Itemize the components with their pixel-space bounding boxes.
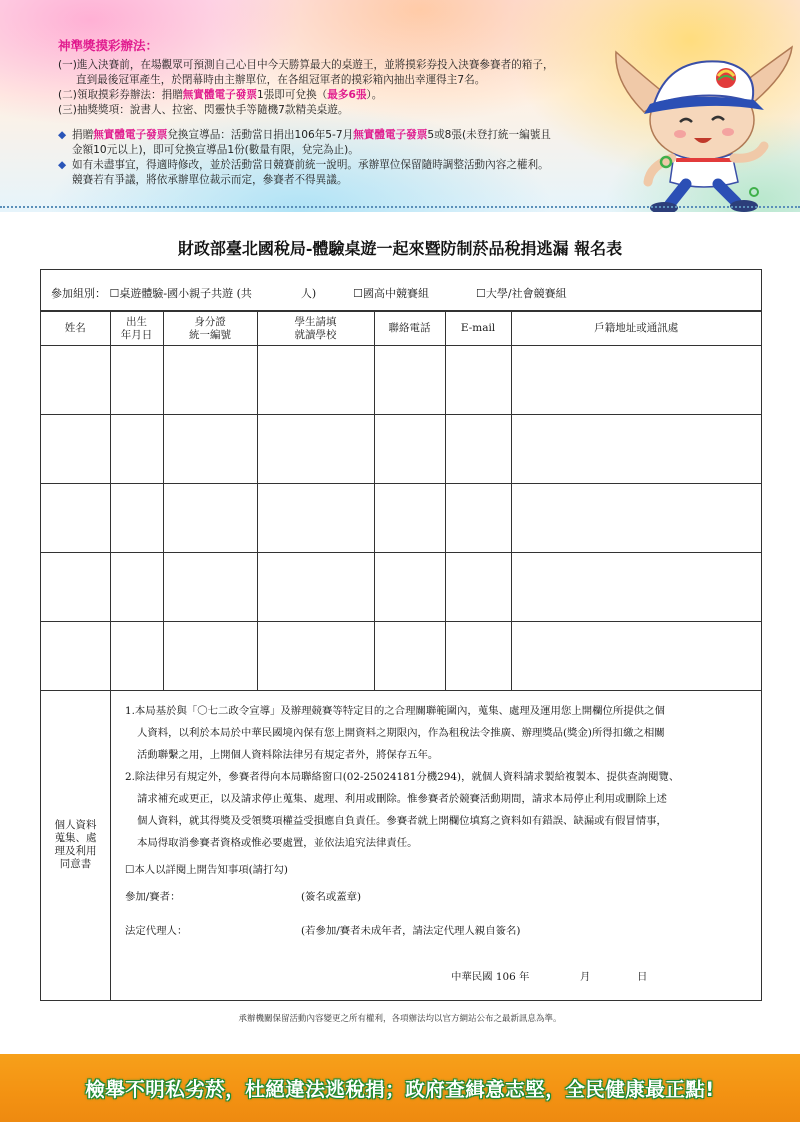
- table-row: [41, 415, 761, 484]
- phone-cell[interactable]: [374, 622, 445, 691]
- table-row: [41, 622, 761, 691]
- form-title: 財政部臺北國稅局-體驗桌遊一起來暨防制菸品稅捐逃漏 報名表: [177, 239, 623, 258]
- participant-signature-row: [125, 880, 753, 914]
- email-cell[interactable]: [445, 415, 511, 484]
- birthdate-cell[interactable]: [110, 484, 163, 553]
- school-cell[interactable]: [257, 553, 374, 622]
- slogan-banner: [0, 1054, 800, 1122]
- name-cell[interactable]: [41, 415, 110, 484]
- name-cell[interactable]: [41, 484, 110, 553]
- lottery-rules: [58, 36, 648, 188]
- phone-cell[interactable]: [374, 553, 445, 622]
- column-header-birthdate: 出生 年月日: [110, 312, 163, 346]
- dotted-divider: [0, 206, 800, 208]
- note-2: ◆ 如有未盡事宜，得適時修改，並於活動當日競賽前統一說明。承辦單位保留隨時調整活動內容之權利。: [58, 159, 549, 171]
- consent-line: 請求補充或更正，以及請求停止蒐集、處理、利用或刪除。惟參賽者於競賽活動期間，請求本局停止利用或刪除上述: [137, 793, 667, 805]
- email-cell[interactable]: [445, 346, 511, 415]
- guardian-label: 法定代理人：: [125, 925, 188, 937]
- id-cell[interactable]: [163, 622, 257, 691]
- consent-line: 活動聯繫之用，上開個人資料除法律另有規定者外，將保存五年。: [137, 749, 439, 761]
- address-cell[interactable]: [511, 553, 761, 622]
- birthdate-cell[interactable]: [110, 415, 163, 484]
- group-option-family-unit: 人): [300, 287, 317, 300]
- rule-line-3: (三)抽獎獎項：說書人、拉密、閃靈快手等隨機7款精美桌遊。: [58, 104, 349, 116]
- date-month: 月: [580, 971, 591, 983]
- name-cell[interactable]: [41, 553, 110, 622]
- participant-label: 參加/賽者：: [125, 891, 181, 903]
- id-cell[interactable]: [163, 484, 257, 553]
- note-2-cont: 競賽若有爭議，將依承辦單位裁示而定，參賽者不得異議。: [72, 174, 348, 186]
- id-cell[interactable]: [163, 553, 257, 622]
- note-1-cont: 金額10元以上)，即可兌換宣導品1份(數量有限，兌完為止)。: [72, 144, 359, 156]
- registration-table: [41, 311, 761, 691]
- table-row: [41, 484, 761, 553]
- column-header-email: E-mail: [445, 312, 511, 346]
- address-cell[interactable]: [511, 622, 761, 691]
- birthdate-cell[interactable]: [110, 346, 163, 415]
- rule-line-1: (一)進入決賽前，在場觀眾可預測自己心目中今天勝算最大的桌遊王，並將摸彩券投入決賽參賽者的箱子，: [58, 59, 554, 71]
- rules-title: 神準獎摸彩辦法：: [58, 38, 159, 53]
- group-label: 參加組別：: [51, 287, 106, 300]
- diamond-bullet-icon: ◆: [58, 159, 67, 171]
- group-option-family[interactable]: ☐桌遊體驗-國小親子共遊 (共: [109, 287, 252, 300]
- note-1: ◆ 捐贈無實體電子發票兌換宣導品：活動當日捐出106年5-7月無實體電子發票5或8張(未登打統一編號且: [58, 129, 551, 141]
- consent-line: 個人資料，就其得獎及受領獎項權益受損應自負責任。參賽者就上開欄位填寫之資料如有錯誤、缺漏或有假冒情事，: [137, 815, 667, 827]
- email-cell[interactable]: [445, 484, 511, 553]
- birthdate-cell[interactable]: [110, 553, 163, 622]
- rule-line-1-cont: 直到最後冠軍產生，於閉幕時由主辦單位，在各組冠軍者的摸彩箱內抽出幸運得主7名。: [76, 74, 486, 86]
- phone-cell[interactable]: [374, 346, 445, 415]
- slogan-text: 檢舉不明私劣菸，杜絕違法逃稅捐；政府查緝意志堅，全民健康最正點!: [85, 1078, 715, 1101]
- school-cell[interactable]: [257, 484, 374, 553]
- consent-line: 本局得取消參賽者資格或惟必要處置，並依法追究法律責任。: [137, 837, 418, 849]
- name-cell[interactable]: [41, 346, 110, 415]
- id-cell[interactable]: [163, 346, 257, 415]
- consent-text: [125, 700, 753, 948]
- school-cell[interactable]: [257, 346, 374, 415]
- consent-checkbox[interactable]: ☐本人以詳閱上開告知事項(請打勾): [125, 864, 288, 876]
- date-year: 中華民國 106 年: [451, 971, 530, 983]
- guardian-signature[interactable]: (若參加/賽者未成年者，請法定代理人親自簽名): [301, 925, 521, 937]
- address-cell[interactable]: [511, 346, 761, 415]
- column-header-id-number: 身分證 統一編號: [163, 312, 257, 346]
- rule-line-2: (二)領取摸彩券辦法：捐贈無實體電子發票1張即可兌換（最多6張）。: [58, 89, 383, 101]
- consent-label: 個人資料 蒐集、處 理及利用 同意書: [41, 690, 111, 1000]
- date-row: [451, 968, 647, 983]
- school-cell[interactable]: [257, 622, 374, 691]
- guardian-signature-row: [125, 914, 753, 948]
- registration-form: [40, 269, 762, 1001]
- table-header-row: [41, 312, 761, 346]
- column-header-address: 戶籍地址或通訊處: [511, 312, 761, 346]
- column-header-phone: 聯絡電話: [374, 312, 445, 346]
- column-header-school: 學生請填 就讀學校: [257, 312, 374, 346]
- table-row: [41, 553, 761, 622]
- notes: [58, 128, 648, 188]
- footnote: 承辦機關保留活動內容變更之所有權利，各項辦法均以官方網站公布之最新訊息為準。: [238, 1014, 562, 1024]
- consent-section: [41, 690, 761, 1000]
- group-option-high-school[interactable]: ☐國高中競賽組: [353, 287, 430, 300]
- address-cell[interactable]: [511, 484, 761, 553]
- id-cell[interactable]: [163, 415, 257, 484]
- column-header-name: 姓名: [41, 312, 110, 346]
- mascot-illustration: [614, 42, 794, 212]
- school-cell[interactable]: [257, 415, 374, 484]
- top-banner: [0, 0, 800, 212]
- participant-signature[interactable]: (簽名或蓋章): [301, 891, 362, 903]
- email-cell[interactable]: [445, 553, 511, 622]
- consent-line: 人資料，以利於本局於中華民國境內保有您上開資料之期限內，作為租稅法令推廣、辦理獎品(獎金)所得扣繳之相關: [137, 727, 665, 739]
- phone-cell[interactable]: [374, 484, 445, 553]
- name-cell[interactable]: [41, 622, 110, 691]
- date-day: 日: [637, 971, 648, 983]
- email-cell[interactable]: [445, 622, 511, 691]
- consent-line: 1.本局基於與「〇七二政令宣導」及辦理競賽等特定目的之合理關聯範圍內，蒐集、處理及運用您上開欄位所提供之個: [125, 705, 665, 717]
- consent-line: 2.除法律另有規定外，參賽者得向本局聯絡窗口(02-25024181分機294)，就個人資料請求製給複製本、提供查詢閱覽、: [125, 771, 680, 783]
- diamond-bullet-icon: ◆: [58, 129, 67, 141]
- phone-cell[interactable]: [374, 415, 445, 484]
- address-cell[interactable]: [511, 415, 761, 484]
- table-row: [41, 346, 761, 415]
- birthdate-cell[interactable]: [110, 622, 163, 691]
- group-option-university[interactable]: ☐大學/社會競賽組: [476, 287, 567, 300]
- group-selection-row: [41, 270, 761, 311]
